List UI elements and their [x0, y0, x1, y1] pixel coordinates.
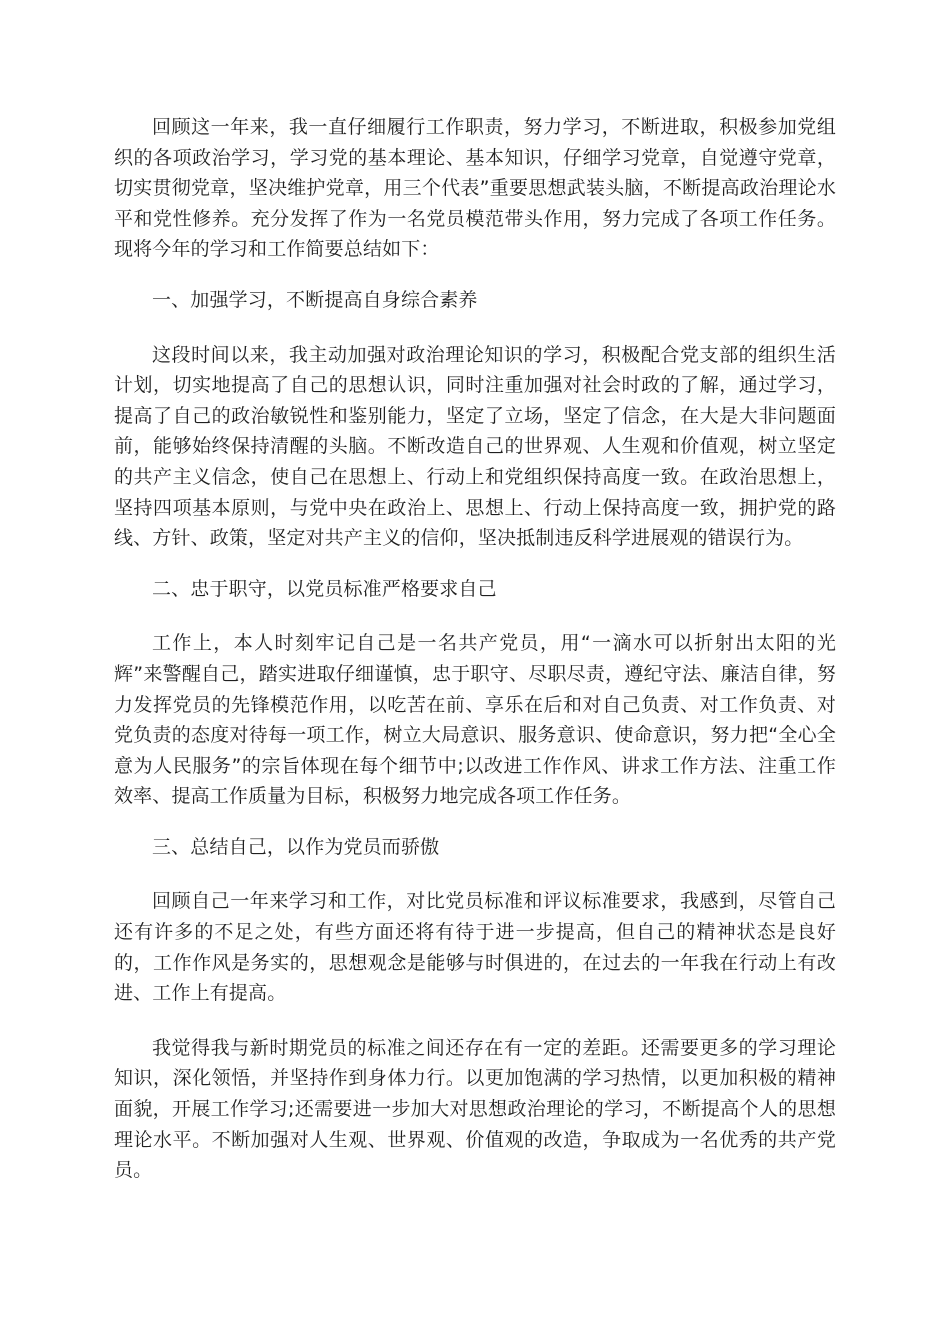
section-heading-3: 三、总结自己，以作为党员而骄傲: [152, 835, 440, 858]
paragraph-intro: 回顾这一年来，我一直仔细履行工作职责，努力学习，不断进取，积极参加党组织的各项政治学习，学习党的基本理论、基本知识，仔细学习党章，自觉遵守党章，切实贯彻党章，坚决维护党章，用三个代表”重要思想武装头脑，不断提高政治理论水平和党性修养。充分发挥了作为一名党员模范带头作用，努力完成了各项工作任务。现将今年的学习和工作简要总结如下：: [114, 116, 836, 261]
section-heading-2: 二、忠于职守，以党员标准严格要求自己: [152, 577, 497, 600]
section-heading-1: 一、加强学习，不断提高自身综合素养: [152, 288, 478, 311]
paragraph-section-3: 回顾自己一年来学习和工作，对比党员标准和评议标准要求，我感到，尽管自己还有许多的不足之处，有些方面还将有待于进一步提高，但自己的精神状态是良好的，工作作风是务实的，思想观念是能够与时俱进的，在过去的一年我在行动上有改进、工作上有提高。: [114, 890, 836, 1005]
document-body: [114, 112, 836, 1186]
paragraph-closing: 我觉得我与新时期党员的标准之间还存在有一定的差距。还需要更多的学习理论知识，深化领悟，并坚持作到身体力行。以更加饱满的学习热情，以更加积极的精神面貌，开展工作学习;还需要进一步加大对思想政治理论的学习，不断提高个人的思想理论水平。不断加强对人生观、世界观、价值观的改造，争取成为一名优秀的共产党员。: [114, 1036, 836, 1182]
paragraph-section-2: 工作上，本人时刻牢记自己是一名共产党员，用“一滴水可以折射出太阳的光辉”来警醒自己，踏实进取仔细谨慎，忠于职守、尽职尽责，遵纪守法、廉洁自律，努力发挥党员的先锋模范作用，以吃苦在前、享乐在后和对自己负责、对工作负责、对党负责的态度对待每一项工作，树立大局意识、服务意识、使命意识，努力把“全心全意为人民服务”的宗旨体现在每个细节中;以改进工作作风、讲求工作方法、注重工作效率、提高工作质量为目标，积极努力地完成各项工作任务。: [114, 632, 836, 808]
paragraph-section-1: 这段时间以来，我主动加强对政治理论知识的学习，积极配合党支部的组织生活计划，切实地提高了自己的思想认识，同时注重加强对社会时政的了解，通过学习，提高了自己的政治敏锐性和鉴别能力，坚定了立场，坚定了信念，在大是大非问题面前，能够始终保持清醒的头脑。不断改造自己的世界观、人生观和价值观，树立坚定的共产主义信念，使自己在思想上、行动上和党组织保持高度一致。在政治思想上，坚持四项基本原则，与党中央在政治上、思想上、行动上保持高度一致，拥护党的路线、方针、政策，坚定对共产主义的信仰，坚决抵制违反科学进展观的错误行为。: [114, 343, 836, 550]
